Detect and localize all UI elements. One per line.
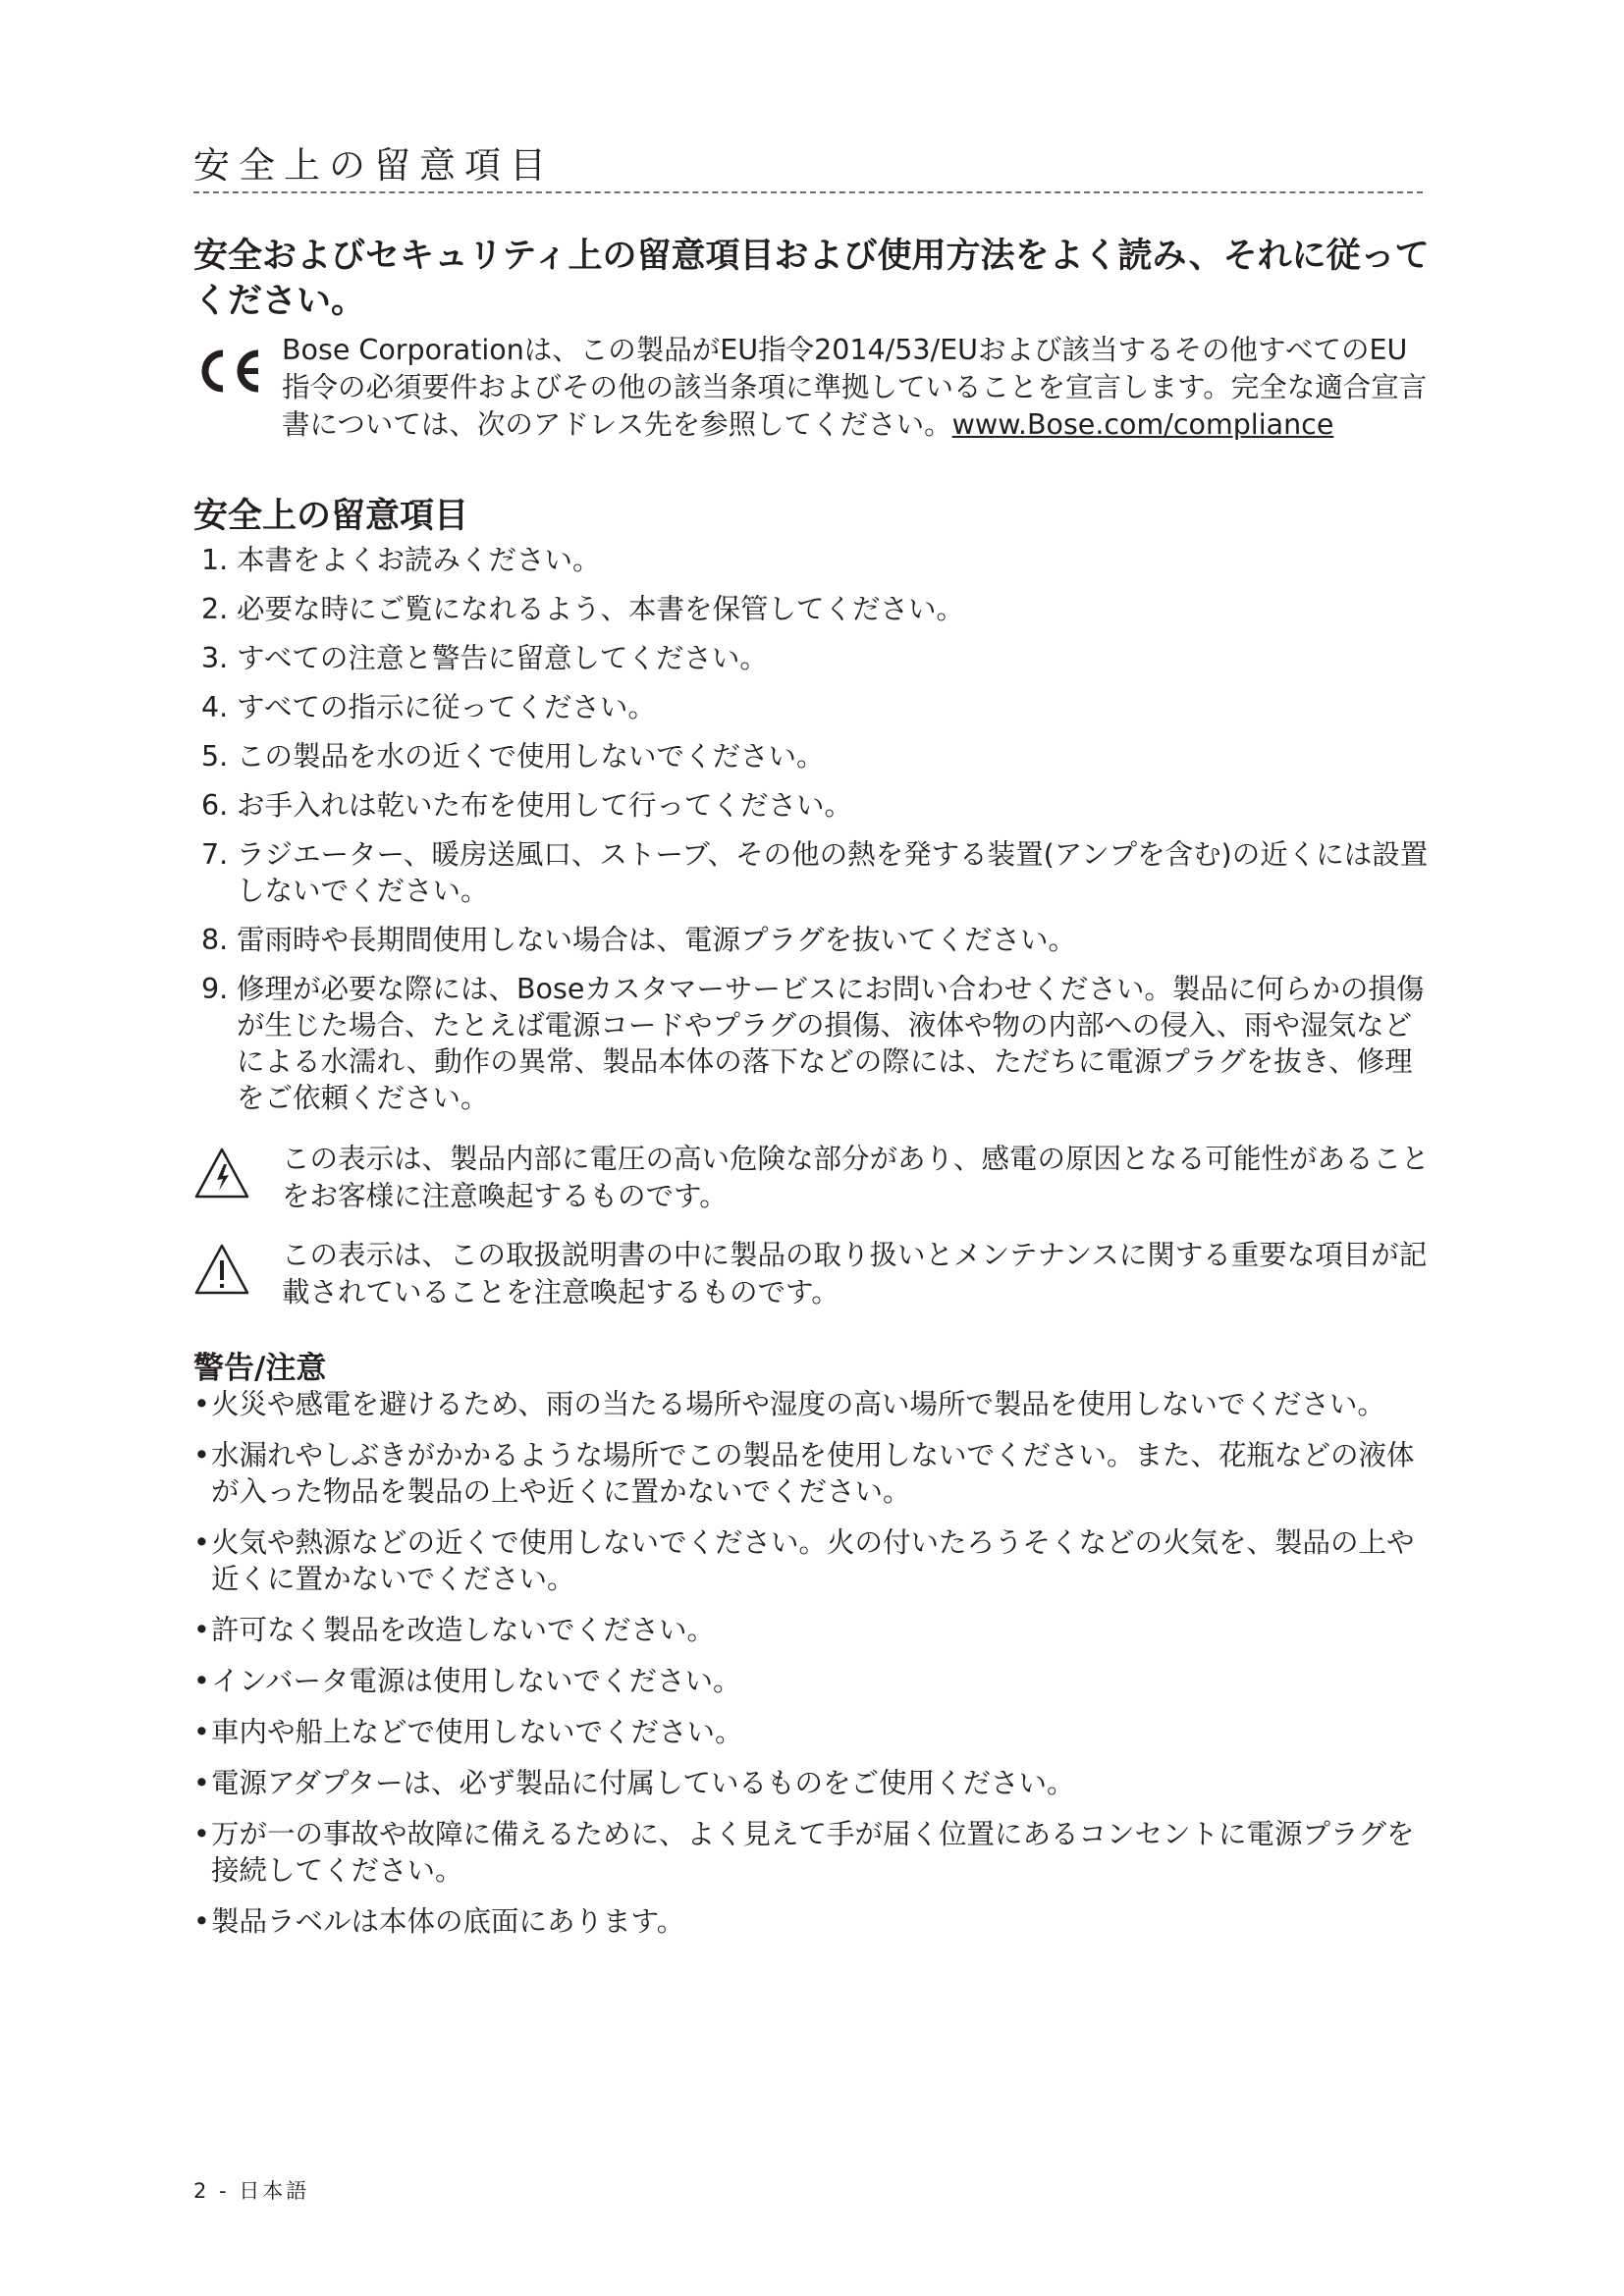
item-number: 1. bbox=[201, 544, 229, 576]
item-text: 許可なく製品を改造しないでください。 bbox=[211, 1614, 716, 1646]
item-text: すべての指示に従ってください。 bbox=[237, 691, 656, 723]
bullet-icon: • bbox=[193, 1614, 210, 1646]
item-number: 9. bbox=[201, 973, 229, 1005]
list-item bbox=[201, 836, 1429, 909]
bullet-icon: • bbox=[193, 1716, 210, 1748]
item-number: 4. bbox=[201, 691, 229, 723]
item-text: 雷雨時や長期間使用しない場合は、電源プラグを抜いてください。 bbox=[237, 924, 1077, 956]
caution-heading: 警告/注意 bbox=[193, 1351, 327, 1386]
list-item bbox=[193, 1437, 1431, 1510]
item-number: 6. bbox=[201, 789, 229, 822]
list-item bbox=[193, 1765, 1431, 1801]
safety-heading: 安全上の留意項目 bbox=[193, 497, 469, 536]
bullet-icon: • bbox=[193, 1767, 210, 1799]
symbol-text: この表示は、製品内部に電圧の高い危険な部分があり、感電の原因となる可能性があることをお客様に注意喚起するものです。 bbox=[282, 1143, 1430, 1212]
symbol-text: この表示は、この取扱説明書の中に製品の取り扱いとメンテナンスに関する重要な項目が記載されていることを注意喚起するものです。 bbox=[282, 1239, 1428, 1308]
lightning-triangle-icon bbox=[193, 1147, 250, 1200]
page-footer: 2 - 日本語 bbox=[193, 2179, 310, 2203]
item-text: ラジエーター、暖房送風口、ストーブ、その他の熱を発する装置(アンプを含む)の近くには設置しないでください。 bbox=[237, 838, 1429, 907]
item-text: この製品を水の近くで使用しないでください。 bbox=[237, 740, 825, 773]
item-text: 必要な時にご覧になれるよう、本書を保管してください。 bbox=[237, 593, 965, 625]
list-item bbox=[201, 787, 1429, 824]
list-item bbox=[193, 1612, 1431, 1648]
lead-instruction: 安全およびセキュリティ上の留意項目および使用方法をよく読み、それに従ってください。 bbox=[193, 237, 1430, 321]
item-text: すべての注意と警告に留意してください。 bbox=[237, 642, 768, 674]
item-text: 火気や熱源などの近くで使用しないでください。火の付いたろうそくなどの火気を、製品の上や近くに置かないでください。 bbox=[211, 1526, 1415, 1595]
item-number: 2. bbox=[201, 593, 229, 625]
item-text: お手入れは乾いた布を使用して行ってください。 bbox=[237, 789, 853, 822]
list-item bbox=[193, 1386, 1431, 1422]
item-text: 修理が必要な際には、Boseカスタマーサービスにお問い合わせください。製品に何らかの損傷が生じた場合、たとえば電源コードやプラグの損傷、液体や物の内部への侵入、雨や湿気などによる水濡れ、動作の異常、製品本体の落下などの際には、ただちに電源プラグを抜き、修理をご依頼ください。 bbox=[237, 973, 1425, 1114]
caution-list bbox=[193, 1386, 1431, 1954]
ce-statement-text: Bose Corporationは、この製品がEU指令2014/53/EUおよび該当するその他すべてのEU指令の必須要件およびその他の該当条項に準拠していることを宣言します。完全な適合宣言書については、次のアドレス先を参照してください。 bbox=[282, 334, 1428, 441]
list-item bbox=[201, 738, 1429, 774]
ce-mark-icon bbox=[193, 347, 264, 395]
item-text: 本書をよくお読みください。 bbox=[237, 544, 601, 576]
compliance-link[interactable]: www.Bose.com/compliance bbox=[951, 408, 1334, 441]
item-text: 火災や感電を避けるため、雨の当たる場所や湿度の高い場所で製品を使用しないでください。 bbox=[211, 1388, 1385, 1420]
item-number: 8. bbox=[201, 924, 229, 956]
item-number: 5. bbox=[201, 740, 229, 773]
safety-instructions-list bbox=[201, 542, 1429, 1129]
list-item bbox=[193, 1524, 1431, 1597]
item-number: 7. bbox=[201, 838, 229, 871]
list-item bbox=[201, 689, 1429, 725]
list-item bbox=[201, 591, 1429, 627]
item-text: 製品ラベルは本体の底面にあります。 bbox=[211, 1905, 685, 1938]
bullet-icon: • bbox=[193, 1818, 210, 1850]
list-item bbox=[193, 1663, 1431, 1699]
list-item bbox=[193, 1816, 1431, 1889]
item-text: 水漏れやしぶきがかかるような場所でこの製品を使用しないでください。また、花瓶などの液体が入った物品を製品の上や近くに置かないでください。 bbox=[211, 1439, 1415, 1508]
list-item bbox=[201, 971, 1429, 1116]
section-title: 安全上の留意項目 bbox=[193, 144, 555, 187]
list-item bbox=[193, 1714, 1431, 1750]
exclamation-triangle-icon bbox=[193, 1243, 250, 1296]
dashed-divider bbox=[193, 191, 1423, 193]
item-text: インバータ電源は使用しないでください。 bbox=[211, 1665, 741, 1697]
item-text: 車内や船上などで使用しないでください。 bbox=[211, 1716, 743, 1748]
list-item bbox=[193, 1903, 1431, 1940]
bullet-icon: • bbox=[193, 1526, 210, 1559]
bullet-icon: • bbox=[193, 1388, 210, 1420]
bullet-icon: • bbox=[193, 1905, 210, 1938]
item-text: 万が一の事故や故障に備えるために、よく見えて手が届く位置にあるコンセントに電源プラグを接続してください。 bbox=[211, 1818, 1415, 1887]
bullet-icon: • bbox=[193, 1665, 210, 1697]
list-item bbox=[201, 922, 1429, 958]
item-text: 電源アダプターは、必ず製品に付属しているものをご使用ください。 bbox=[211, 1767, 1075, 1799]
item-number: 3. bbox=[201, 642, 229, 674]
list-item bbox=[201, 542, 1429, 578]
bullet-icon: • bbox=[193, 1439, 210, 1471]
ce-statement bbox=[282, 332, 1431, 444]
list-item bbox=[201, 640, 1429, 676]
